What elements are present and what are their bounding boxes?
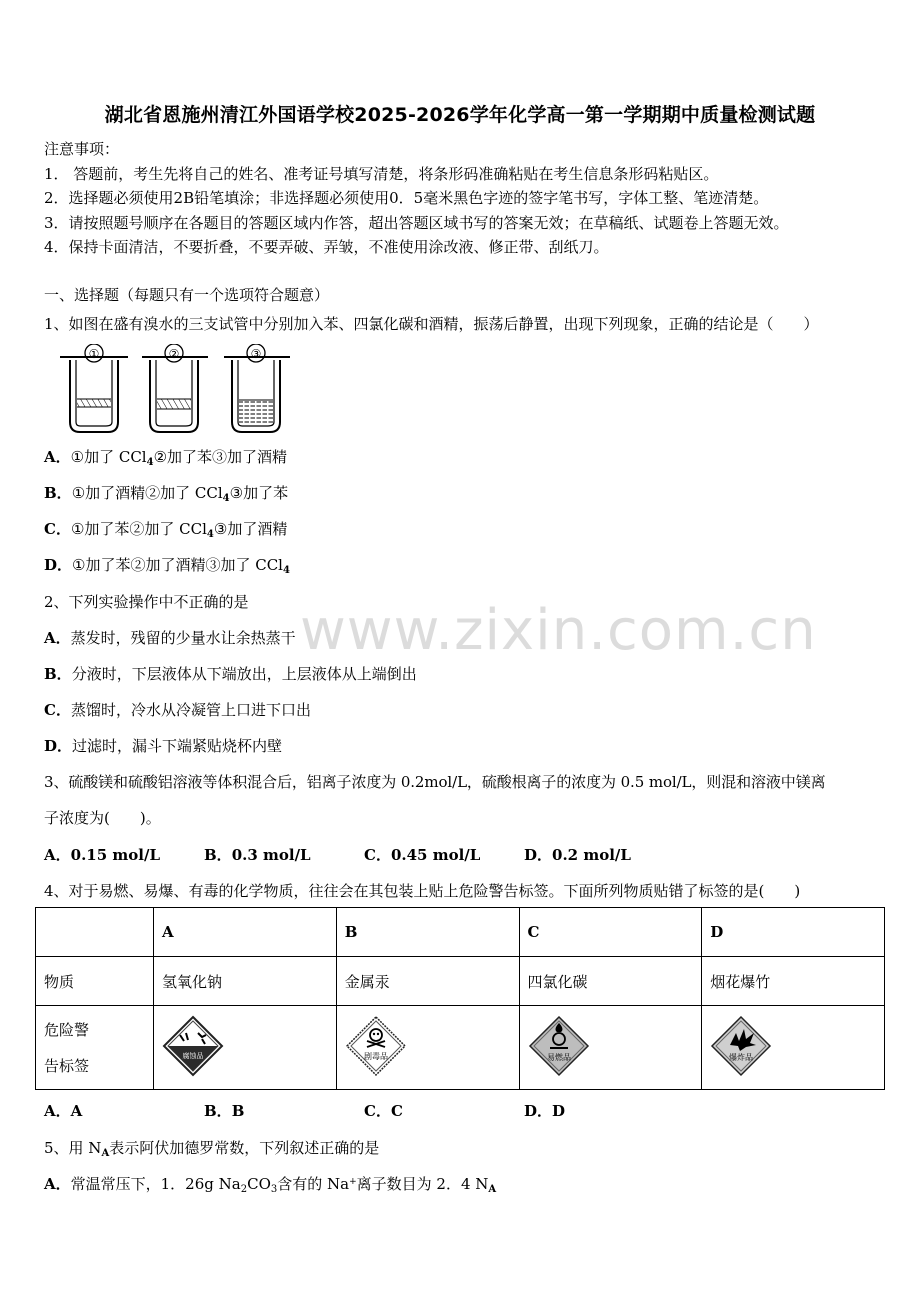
section-heading: 一、选择题（每题只有一个选项符合题意） [44,286,330,304]
option-c: C．蒸馏时，冷水从冷凝管上口进下口出 [44,701,311,719]
table-cell: 金属汞 [336,957,519,1006]
notice-item: 3．请按照题号顺序在各题目的答题区域内作答，超出答题区域书写的答案无效；在草稿纸、试题卷上答题无效。 [44,214,789,232]
option-d: D．0.2 mol/L [524,846,631,864]
page-title: 湖北省恩施州清江外国语学校2025-2026学年化学高一第一学期期中质量检测试题 [104,104,816,126]
table-cell [519,1006,702,1090]
question-stem-cont: 子浓度为( )。 [44,809,161,827]
svg-text:剧毒品: 剧毒品 [363,1051,388,1061]
table-row [36,957,885,1006]
question-stem: 2、下列实验操作中不正确的是 [44,593,249,611]
tube-label: ② [168,347,180,361]
option-b: B．0.3 mol/L [204,846,311,864]
table-cell [154,1006,337,1090]
notice-heading: 注意事项： [44,140,120,158]
tube-label: ① [88,347,100,361]
question-stem: 3、硫酸镁和硫酸铝溶液等体积混合后，铝离子浓度为 0.2mol/L，硫酸根离子的浓度为 0.5 mol/L，则混和溶液中镁离 [44,773,826,791]
corrosive-label-icon [162,1015,224,1077]
table-row [36,1006,885,1090]
hazard-table [35,907,885,1090]
option-b: B．①加了酒精②加了 CCl$_4$③加了苯 [44,484,289,504]
explosive-label-icon [710,1015,772,1077]
tube-label: ③ [250,347,262,361]
table-cell: 氢氧化钠 [154,957,337,1006]
option-a: A．A [44,1102,83,1120]
option-d: D．①加了苯②加了酒精③加了 CCl$_4$ [44,556,290,576]
option-a: A．蒸发时，残留的少量水让余热蒸干 [44,629,296,647]
option-a: A．①加了 CCl$_4$②加了苯③加了酒精 [44,448,288,468]
table-cell: 烟花爆竹 [702,957,885,1006]
table-cell [36,908,154,957]
question-stem: 4、对于易燃、易爆、有毒的化学物质，往往会在其包装上贴上危险警告标签。下面所列物质贴错了标签的是( ) [44,882,801,900]
row-label: 物质 [36,957,154,1006]
option-a: A．常温常压下，1．26g $Na_2CO_3$含有的 Na+离子数目为 2．4 $N_A$ [44,1175,497,1195]
table-header-cell: A [154,908,337,957]
flammable-label-icon [528,1015,590,1077]
option-c: C．0.45 mol/L [364,846,481,864]
option-d: D．过滤时，漏斗下端紧贴烧杯内壁 [44,737,283,755]
table-cell [336,1006,519,1090]
table-header-cell: D [702,908,885,957]
table-header-cell: C [519,908,702,957]
table-cell: 四氯化碳 [519,957,702,1006]
notice-item: 4．保持卡面清洁，不要折叠，不要弄破、弄皱，不准使用涂改液、修正带、刮纸刀。 [44,238,609,256]
option-a: A．0.15 mol/L [44,846,160,864]
option-c: C．C [364,1102,403,1120]
row-label: 危险警 告标签 [36,1006,154,1090]
question-stem: 5、用 $N_A$表示阿伏加德罗常数，下列叙述正确的是 [44,1139,380,1159]
table-cell [702,1006,885,1090]
question-stem: 1、如图在盛有溴水的三支试管中分别加入苯、四氯化碳和酒精，振荡后静置，出现下列现象，正确的结论是（ ） [44,315,819,333]
watermark: www.zixin.com.cn [300,598,817,663]
notice-item: 1． 答题前，考生先将自己的姓名、准考证号填写清楚，将条形码准确粘贴在考生信息条形码粘贴区。 [44,165,719,183]
option-b: B．B [204,1102,245,1120]
toxic-label-icon [345,1015,407,1077]
option-b: B．分液时，下层液体从下端放出，上层液体从上端倒出 [44,665,417,683]
svg-text:爆炸品: 爆炸品 [729,1052,754,1062]
test-tubes-figure [60,344,290,436]
notice-item: 2．选择题必须使用2B铅笔填涂；非选择题必须使用0．5毫米黑色字迹的签字笔书写，字体工整、笔迹清楚。 [44,189,769,207]
option-d: D．D [524,1102,566,1120]
option-c: C．①加了苯②加了 CCl$_4$③加了酒精 [44,520,288,540]
svg-text:易燃品: 易燃品 [546,1052,571,1062]
table-header-cell: B [336,908,519,957]
table-header-row [36,908,885,957]
svg-text:腐蚀品: 腐蚀品 [182,1051,204,1060]
